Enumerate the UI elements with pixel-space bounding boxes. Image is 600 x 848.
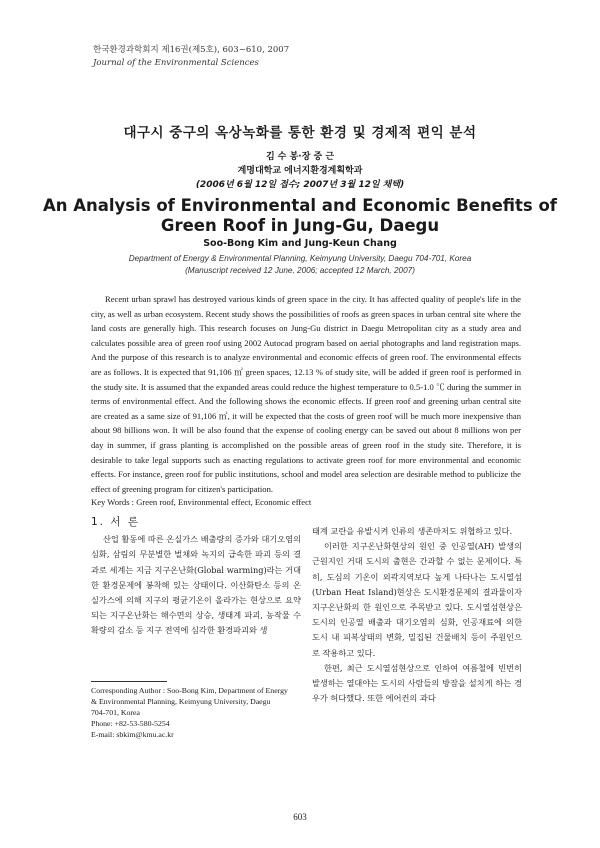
dates-korean: (2006년 6월 12일 접수; 2007년 3월 12일 채택) [195,180,405,190]
authors-english: Soo-Bong Kim and Jung-Keun Chang [203,238,397,249]
title-english-line2: Green Roof in Jung-Gu, Daegu [160,216,440,235]
footnote-line: Corresponding Author : Soo-Bong Kim, Department of Energy [91,686,288,695]
affiliation-korean: 계명대학교 에너지환경계획학과 [237,166,363,176]
journal-header [93,44,289,70]
section-heading-introduction: 1. 서 론 [91,516,140,528]
authors-korean: 김 수 봉·장 중 근 [265,152,335,162]
body-paragraph: 태계 교란을 유발시켜 인류의 생존마저도 위협하고 있다. [312,526,513,536]
title-english-line1: An Analysis of Environmental and Economic Benefits of [42,196,557,215]
body-paragraph: 산업 활동에 따른 온실가스 배출량의 증가와 대기오염의 심화, 삼림의 무분별한 벌채와 녹지의 급속한 파괴 등의 결과로 세계는 지금 지구온난화(Global warming)라는 거대한 환경문제에 봉착해 있는 상태이다. 이산화탄소 등의 온실가스에 의해 지구의 평균기온이 올라가는 현상으로 요약되는 지구온난화는 해수면의 상승, 생태계 파괴, 농작물 수확량의 감소 등 지구 전역에 심각한 환경파괴와 생 [91,534,301,636]
footnote-line: 704-701, Korea [91,708,140,717]
corresponding-author-footnote [91,685,301,740]
journal-citation-ko: 한국환경과학회지 제16권(제5호), 603~610, 2007 [93,45,290,55]
body-paragraph: 한편, 최근 도시열섬현상으로 인하여 여름철에 빈번히 발생하는 열대야는 도시의 사람들의 방잠을 설치게 하는 경우가 허다했다. 또한 에어컨의 과다 [312,662,522,704]
journal-name-en: Journal of the Environmental Sciences [93,58,259,68]
footnote-phone: Phone: +82-53-580-5254 [91,719,170,728]
page-number: 603 [293,812,307,822]
title-english [0,196,600,236]
title-korean: 대구시 중구의 옥상녹화를 통한 환경 및 경제적 편익 분석 [123,125,477,141]
footnote-email: E-mail: sbkim@kmu.ac.kr [91,730,174,739]
korean-author-block [0,150,600,192]
left-column [91,515,301,639]
footnote-line: & Environmental Planning, Keimyung University, Daegu [91,697,271,706]
dates-english: (Manuscript received 12 June, 2006; accepted 12 March, 2007) [185,266,415,275]
affiliation-english: Department of Energy & Environmental Planning, Keimyung University, Daegu 704-701, Korea [128,254,472,263]
english-affiliation-block [0,253,600,277]
body-paragraph: 이러한 지구온난화현상의 원인 중 인공열(AH) 발생의 근원지인 거대 도시의 출현은 간과할 수 없는 문제이다. 특히, 도심의 기온이 외곽지역보다 높게 나타나는 도시열섬(Urban Heat Island)현상은 도시환경문제의 결과물이자 지구온난화의 한 원인으로 주목받고 있다. 도시열섬현상은 도시의 인공열 배출과 대기오염의 심화, 인공재료에 의한 도시 내 피복상태의 변화, 밀집된 건물배치 등이 주원인으로 작용하고 있다. [312,541,522,658]
right-column [312,524,522,706]
footnote-divider [91,681,167,682]
keywords: Key Words : Green roof, Environmental effect, Economic effect [91,497,312,507]
abstract: Recent urban sprawl has destroyed various kinds of green space in the city. It has affected quality of people's life in the city, as well as urban ecosystem. Recent study shows the possibilities of roofs as green spaces in urban central site where the land costs are generally high. This research focuses on Jung-Gu district in Daegu Metropolitan city as a study area and calculates possible area of green roof using 2002 Autocad program based on aerial photographs and land registration maps. And the purpose of this research is to analyze environmental and economic effects of green roof. The environmental effects are as follows. It is expected that 91,106 ㎡ green spaces, 12.13 % of study site, will be added if green roof is performed in the study site. It is assumed that the expanded areas could reduce the highest temperature to 0.5-1.0 ℃ during the summer in terms of environmental effect. And the following shows the economic effects. If green roof and greening urban central site are created as a same size of 91,106 ㎡, it will be expected that the costs of green roof will be much more inexpensive than about 98 billions won. It will be also found that the expense of cooling energy can be saved out about 8 millions won per day in summer, if grass planting is accomplished on the possible areas of green roof in the study site. Therefore, it is desirable to take legal supports such as enacting regulations to activate green roof for more environmental and economic effects. For instance, green roof for public institutions, school and model area selection are desirable method to publicize the effect of greening program for citizen's participation. [91,294,521,494]
